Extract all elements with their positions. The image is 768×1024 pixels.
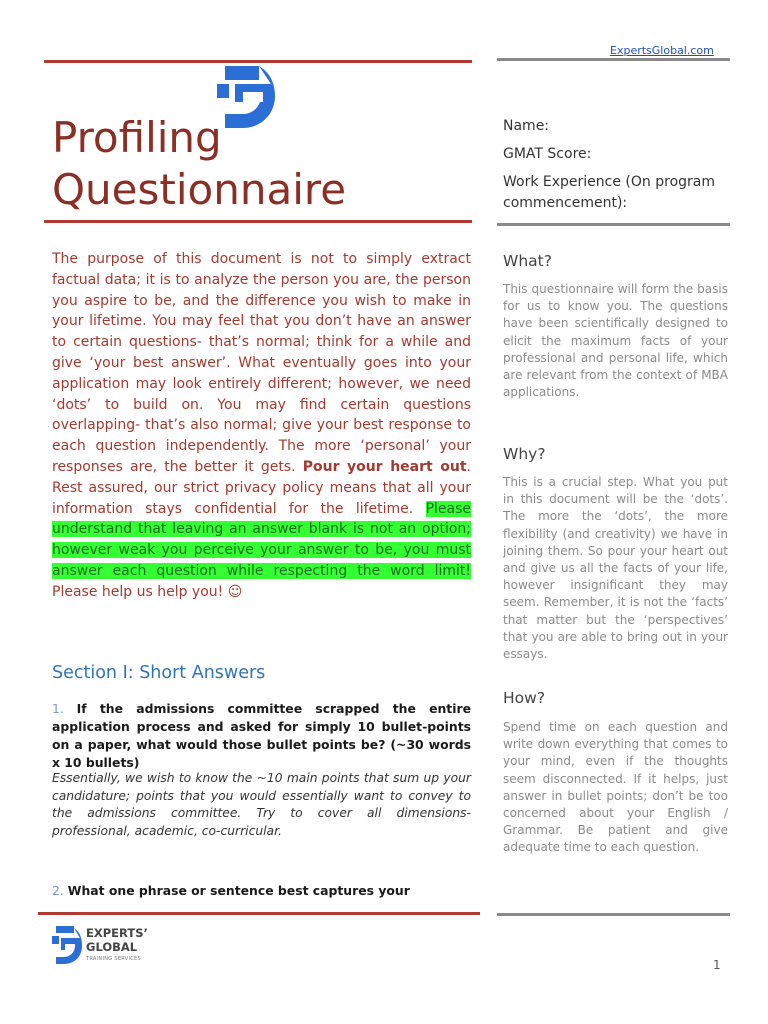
title-line-2: Questionnaire bbox=[52, 165, 347, 214]
question-1 bbox=[52, 700, 471, 772]
footer-brand-sub: TRAINING SERVICES bbox=[86, 956, 141, 962]
why-heading: Why? bbox=[503, 445, 546, 463]
intro-highlight-text: Please understand that leaving an answer blank is not an option; however weak you perceive your answer to be, you must answer each question while respecting the word limit! bbox=[52, 500, 472, 579]
question-1-description: Essentially, we wish to know the ~10 main points that sum up your candidature; points that you would essentially want to convey to the admissions committee. Try to cover all dimensions- professional, academic, co-curricular. bbox=[52, 771, 471, 838]
question-1-text: If the admissions committee scrapped the entire application process and asked for simply 10 bullet-points on a paper, what would those bullet points be? (~30 words x 10 bullets) bbox=[52, 701, 471, 770]
how-text: Spend time on each question and write down everything that comes to your mind, even if the thoughts seem disconnected. If it helps, just answer in bullet points; don’t be too concerned about your English / Grammar. Be patient and give adequate time to each question. bbox=[503, 720, 728, 855]
footer-logo bbox=[52, 924, 162, 968]
site-link[interactable]: ExpertsGlobal.com bbox=[610, 44, 714, 57]
top-rule-right bbox=[497, 58, 730, 61]
work-experience-field-label: Work Experience (On program commencement): bbox=[503, 174, 715, 211]
page-number: 1 bbox=[713, 958, 721, 972]
document-title bbox=[52, 112, 472, 216]
intro-text-1: The purpose of this document is not to simply extract factual data; it is to analyze the person you are, the person you aspire to be, and the difference you wish to make in your lifetime. You may feel that you don’t have an answer to certain questions- that’s normal; think for a while and give ‘your best answer’. What eventually goes into your application may look entirely different; however, we need ‘dots’ to build on. You may find certain questions overlapping- that’s also normal; give your best response to each question independently. The more ‘personal’ your responses are, the better it gets. bbox=[52, 251, 471, 475]
footer-brand-line-1: EXPERTS’ bbox=[86, 926, 148, 940]
question-2-text: What one phrase or sentence best captures your bbox=[67, 883, 410, 898]
fields-rule bbox=[497, 223, 730, 226]
what-text: This questionnaire will form the basis for us to know you. The questions have been scientifically designed to elicit the maximum facts of your professional and personal life, which are relevant from the context of MBA applications. bbox=[503, 282, 728, 400]
question-2 bbox=[52, 882, 471, 900]
how-heading: How? bbox=[503, 689, 546, 707]
bottom-rule-right bbox=[497, 913, 730, 916]
title-rule bbox=[44, 220, 472, 223]
question-1-number: 1. bbox=[52, 701, 64, 716]
title-line-1: Profiling bbox=[52, 113, 222, 162]
footer-brand-line-2: GLOBAL bbox=[86, 940, 138, 954]
footer-g-icon bbox=[52, 926, 82, 966]
section-title: Section I: Short Answers bbox=[52, 663, 266, 683]
candidate-fields bbox=[503, 116, 733, 221]
why-text: This is a crucial step. What you put in this document will be the ‘dots’. The more the ‘dots’, the more flexibility (and creativity) we have in joining them. So pour your heart out and give us all the facts of your life, however insignificant they may seem. Remember, it is not the ‘facts’ that matter but the ‘perspectives’ that you are able to bring out in your essays. bbox=[503, 475, 728, 662]
footer-brand bbox=[86, 926, 148, 954]
intro-bold-text: Pour your heart out bbox=[302, 458, 467, 475]
gmat-field-label: GMAT Score: bbox=[503, 146, 592, 162]
intro-text-2: . Rest assured, our strict privacy policy means that all your information stays confidential for the lifetime. bbox=[52, 458, 471, 517]
name-field-label: Name: bbox=[503, 118, 550, 134]
intro-text-3: Please help us help you! ☺ bbox=[52, 583, 243, 600]
intro-paragraph bbox=[52, 249, 471, 603]
question-2-number: 2. bbox=[52, 883, 64, 898]
what-heading: What? bbox=[503, 252, 552, 270]
bottom-rule-left bbox=[38, 912, 480, 915]
